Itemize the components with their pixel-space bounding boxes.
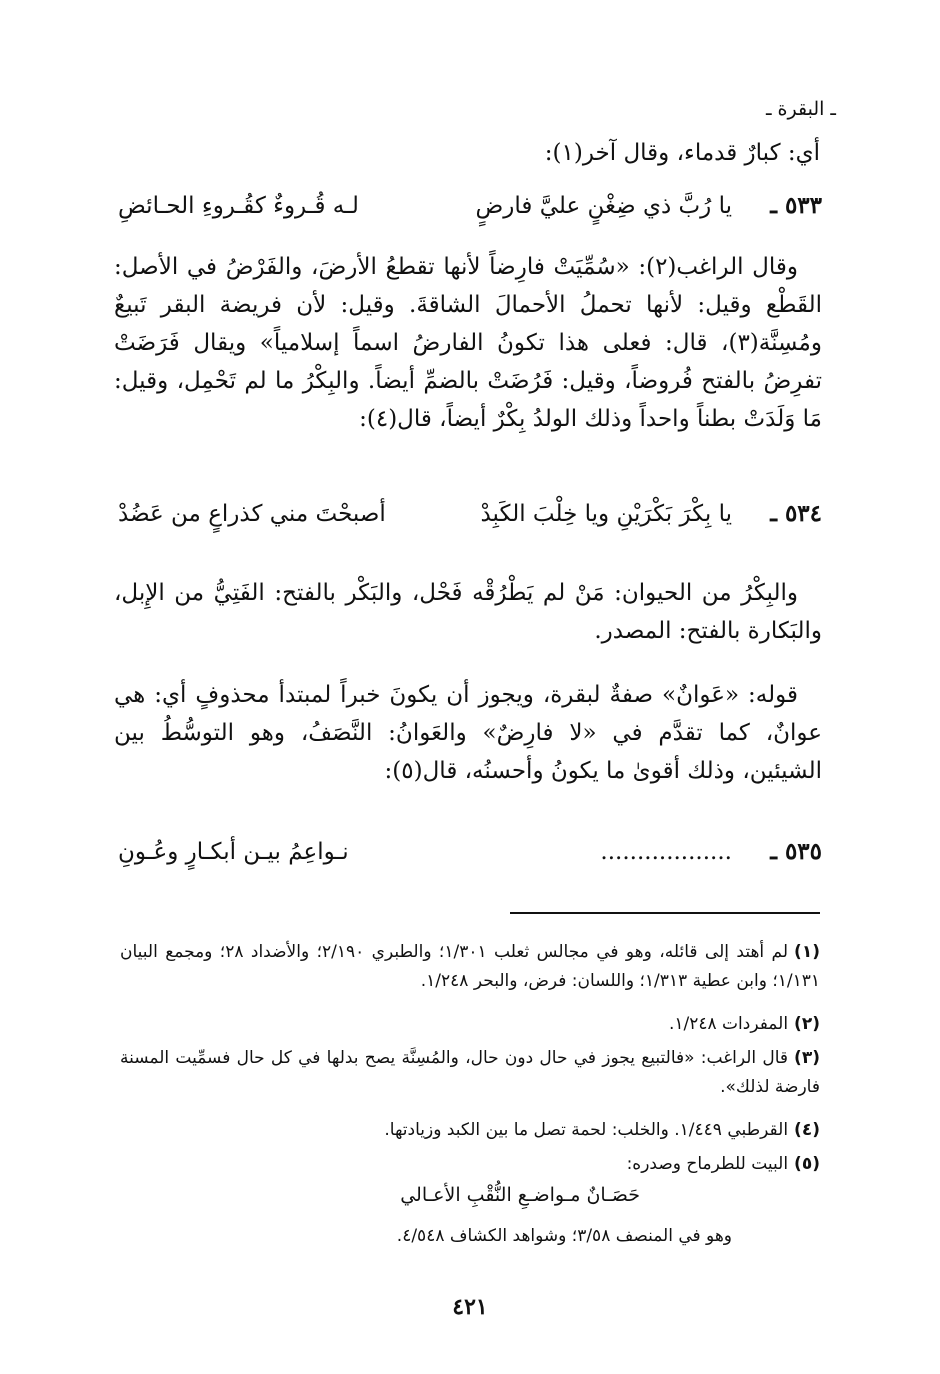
footnote-marker: (٤): [794, 1120, 820, 1140]
verse-first-hemistich: ..................: [600, 839, 732, 865]
footnote-verse: حَصَـانٌ مـواضـعِ النُّقْبِ الأعـالي: [400, 1184, 640, 1206]
verse-535: [118, 832, 822, 872]
verse-first-hemistich: يا بِكْرَ بَكْرَيْنِ ويا خِلْبَ الكَبِدْ: [480, 501, 732, 527]
footnote-text: قال الراغب: «فالتبيع يجوز في حال دون حال، والمُسِنَّة يصح بدلها في كل حال فسمِّيت المسنة فارضة لذلك».: [120, 1048, 820, 1097]
footnote-marker: (٥): [794, 1154, 820, 1174]
verse-number: ٥٣٤ ـ: [770, 500, 822, 527]
footnote-4: [120, 1116, 820, 1145]
footnote-separator: [510, 912, 820, 914]
footnote-5-source: وهو في المنصف ٣/٥٨؛ وشواهد الكشاف ٤/٥٤٨.: [396, 1226, 732, 1246]
verse-second-hemistich: نـواعِمُ بيـن أبكـارٍ وعُـونِ: [118, 839, 349, 865]
footnote-marker: (١): [794, 942, 820, 962]
footnote-text: القرطبي ١/٤٤٩. والخلب: لحمة تصل ما بين الكبد وزيادتها.: [384, 1120, 789, 1140]
verse-533: [118, 186, 822, 226]
paragraph-awan: قوله: «عَوانٌ» صفةٌ لبقرة، ويجوز أن يكونَ خبراً لمبتدأ محذوفٍ أي: هي عوانٌ، كما تقدَّم في «لا فارِضٌ» والعَوانُ: النَّصَفُ، وهو التوسُّطُ بين الشيئين، وذلك أقوىٰ ما يكونُ وأحسنُه، قال(٥):: [114, 682, 822, 784]
page-number: ٤٢١: [452, 1294, 488, 1320]
footnote-text: المفردات ١/٢٤٨.: [668, 1014, 789, 1034]
paragraph-bikr: والبِكْرُ من الحيوان: مَنْ لم يَطْرُقْه فَحْل، والبَكْر بالفتح: الفَتِيُّ من الإِبل، والبَكارة بالفتح: المصدر.: [114, 580, 822, 644]
verse-number: ٥٣٥ ـ: [770, 838, 822, 865]
verse-second-hemistich: لـه قُـروءٌ كقُـروءِ الحـائضِ: [118, 193, 359, 219]
paragraph-raghib: وقال الراغب(٢): «سُمِّيَتْ فارِضاً لأنها تقطعُ الأرضَ، والفَرْضُ في الأصل: القَطْع وقيل: لأنها تحملُ الأحمالَ الشاقةَ. وقيل: لأن فريضة البقر تَبيعٌ ومُسِنَّة(٣)، قال: فعلى هذا تكونُ الفارضُ اسماً إسلامياً» ويقال فَرَضَتْ تفرِضُ بالفتح فُروضاً، وقيل: فَرُضَتْ بالضمِّ أيضاً. والبِكْرُ ما لم تَحْمِل، وقيل: مَا وَلَدَتْ بطناً واحداً وذلك الولدُ بِكْرٌ أيضاً، قال(٤):: [114, 254, 822, 432]
footnote-marker: (٣): [794, 1048, 820, 1068]
footnote-text: لم أهتد إلى قائله، وهو في مجالس ثعلب ١/٣٠١؛ والطبري ٢/١٩٠؛ والأضداد ٢٨؛ ومجمع البيان ١/١٣١؛ وابن عطية ١/٣١٣؛ واللسان: فرض، والبحر ١/٢٤٨.: [120, 942, 820, 991]
footnote-marker: (٢): [794, 1014, 820, 1034]
footnote-5: [120, 1150, 820, 1179]
footnote-2: [120, 1010, 820, 1039]
footnote-text: البيت للطرماح وصدره:: [626, 1154, 789, 1174]
intro-line: أي: كبارٌ قدماء، وقال آخر(١):: [544, 140, 820, 166]
running-header: ـ البقرة ـ: [765, 98, 836, 120]
verse-first-hemistich: يا رُبَّ ذي ضِغْنٍ عليَّ فارضٍ: [475, 193, 732, 219]
footnote-1: [120, 938, 820, 996]
footnote-3: [120, 1044, 820, 1102]
verse-number: ٥٣٣ ـ: [770, 192, 822, 219]
verse-second-hemistich: أصبحْتَ مني كذراعٍ من عَضُدْ: [118, 501, 386, 527]
verse-534: [118, 494, 822, 534]
